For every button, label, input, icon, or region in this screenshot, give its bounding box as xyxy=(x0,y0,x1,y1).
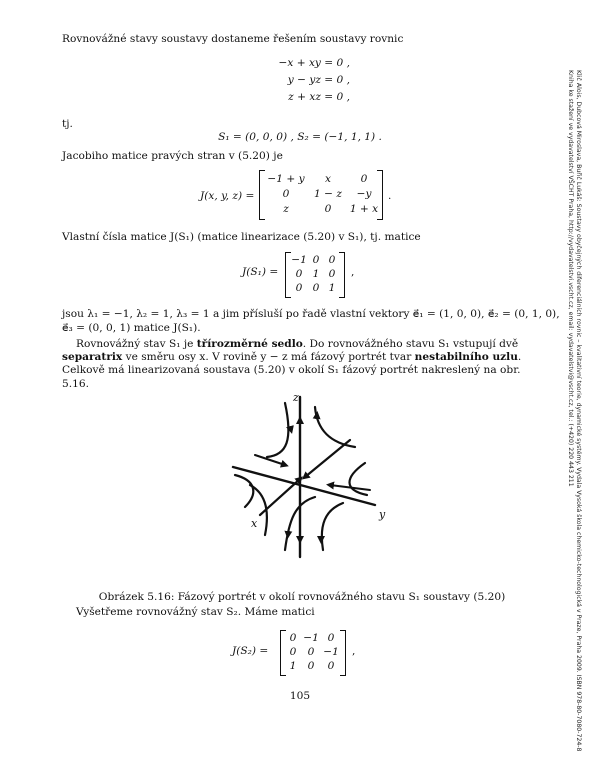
eigen-intro: Vlastní čísla matice J(S₁) (matice linearizace (5.20) v S₁), tj. matice xyxy=(62,231,421,243)
js1-cell-3-2: 0 xyxy=(312,282,320,294)
js1-lhs: J(S₁) = xyxy=(242,266,279,278)
js2-cell-2-3: −1 xyxy=(323,646,339,658)
js1-cell-1-3: 0 xyxy=(328,254,336,266)
js1-cell-2-3: 0 xyxy=(328,268,336,280)
figure-label-x: x xyxy=(251,517,258,530)
trajectory-lower-right xyxy=(322,503,343,550)
js2-cell-1-3: 0 xyxy=(327,632,335,644)
js2-cell-3-2: 0 xyxy=(307,660,315,672)
tj-text: tj. xyxy=(62,118,73,130)
js1-end: , xyxy=(351,266,355,278)
saddle-text-g: . xyxy=(517,351,522,364)
js1-cell-3-1: 0 xyxy=(295,282,303,294)
js2-cell-3-3: 0 xyxy=(327,660,335,672)
js2-matrix xyxy=(280,630,346,676)
js1-cell-1-2: 0 xyxy=(312,254,320,266)
page-number: 105 xyxy=(289,690,311,702)
side-note-line-2: Kniha ke stažení ve vydavatelství VŠCHT Praha, http://vydavatelstvi.vscht.cz, email: vydavatelstvi@vscht.cz, tel.: (+420) 220 443 211 xyxy=(567,70,574,487)
eigen-line-1: jsou λ₁ = −1, λ₂ = 1, λ₃ = 1 a jim přísluší po řadě vlastní vektory e⃗₁ = (1, 0, 0), e⃗₂ = (0, 1, 0), xyxy=(62,308,560,320)
jacobi-cell-2-2: 1 − z xyxy=(314,188,342,200)
js2-cell-3-1: 1 xyxy=(289,660,297,672)
saddle-paragraph xyxy=(62,338,530,391)
js2-cell-2-1: 0 xyxy=(289,646,297,658)
jacobi-cell-3-1: z xyxy=(283,203,289,215)
js2-lhs: J(S₂) = xyxy=(232,645,269,657)
figure-caption: Obrázek 5.16: Fázový portrét v okolí rovnovážného stavu S₁ soustavy (5.20) xyxy=(98,591,506,603)
saddle-term: třírozměrné sedlo xyxy=(196,338,303,350)
js1-cell-2-1: 0 xyxy=(295,268,303,280)
jacobi-cell-3-2: 0 xyxy=(324,203,332,215)
phase-portrait-figure xyxy=(215,385,395,565)
jacobi-intro: Jacobiho matice pravých stran v (5.20) je xyxy=(62,150,283,162)
figure-label-z: z xyxy=(293,391,299,404)
js2-cell-2-2: 0 xyxy=(307,646,315,658)
js1-cell-3-3: 1 xyxy=(328,282,336,294)
saddle-text-a: Rovnovážný stav S₁ je xyxy=(76,338,197,350)
equation-1: −x + xy = 0 , xyxy=(278,57,350,69)
js1-cell-2-2: 1 xyxy=(312,268,320,280)
jacobi-matrix xyxy=(259,170,383,220)
figure-label-y: y xyxy=(379,508,386,521)
jacobi-end: . xyxy=(388,190,392,202)
equation-2: y − yz = 0 , xyxy=(287,74,350,86)
trajectory-upper-left xyxy=(267,403,288,457)
eigen-line-2: e⃗₃ = (0, 0, 1) matice J(S₁). xyxy=(62,322,201,334)
saddle-text-h: Celkově má linearizovaná soustava (5.20) v okolí S₁ fázový portrét nakreslený na obr. 5.16. xyxy=(62,364,521,390)
x-axis-separatrix-upper xyxy=(305,440,350,477)
jacobi-cell-2-3: −y xyxy=(356,188,372,200)
js2-cell-1-2: −1 xyxy=(303,632,319,644)
js1-cell-1-1: −1 xyxy=(291,254,307,266)
side-note-line-1: Klič Alois, Dubcová Miroslava, Buřič Lukáš: Soustavy obyčejných diferenciálních rovnic – kvalitativní teorie, dynamické systémy. Vydala Vysoká škola chemicko-technologická v Praze, Praha 2009. ISBN 978-80-7080-724-8 xyxy=(575,70,582,752)
s2-intro: Vyšetřeme rovnovážný stav S₂. Máme matici xyxy=(76,606,315,618)
jacobi-cell-2-1: 0 xyxy=(282,188,290,200)
js2-cell-1-1: 0 xyxy=(289,632,297,644)
separatrix-term: separatrix xyxy=(62,351,123,364)
solutions-line: S₁ = (0, 0, 0) , S₂ = (−1, 1, 1) . xyxy=(218,131,382,143)
jacobi-cell-1-1: −1 + y xyxy=(267,173,305,185)
side-publication-note xyxy=(566,70,582,751)
jacobi-cell-1-3: 0 xyxy=(360,173,368,185)
saddle-text-c: . Do rovnovážného stavu S₁ vstupují dvě xyxy=(302,338,519,350)
unstable-node-term: nestabilního uzlu xyxy=(414,351,518,364)
jacobi-lhs: J(x, y, z) = xyxy=(200,190,255,202)
saddle-text-e: ve směru osy x. V rovině y − z má fázový portrét tvar xyxy=(122,351,415,364)
intro-text: Rovnovážné stavy soustavy dostaneme řešením soustavy rovnic xyxy=(62,33,404,45)
jacobi-cell-1-2: x xyxy=(325,173,331,185)
js2-end: , xyxy=(352,645,356,657)
jacobi-cell-3-3: 1 + x xyxy=(349,203,379,215)
trajectory-left xyxy=(235,475,253,507)
js1-matrix xyxy=(285,252,345,298)
equation-3: z + xz = 0 , xyxy=(288,91,350,103)
